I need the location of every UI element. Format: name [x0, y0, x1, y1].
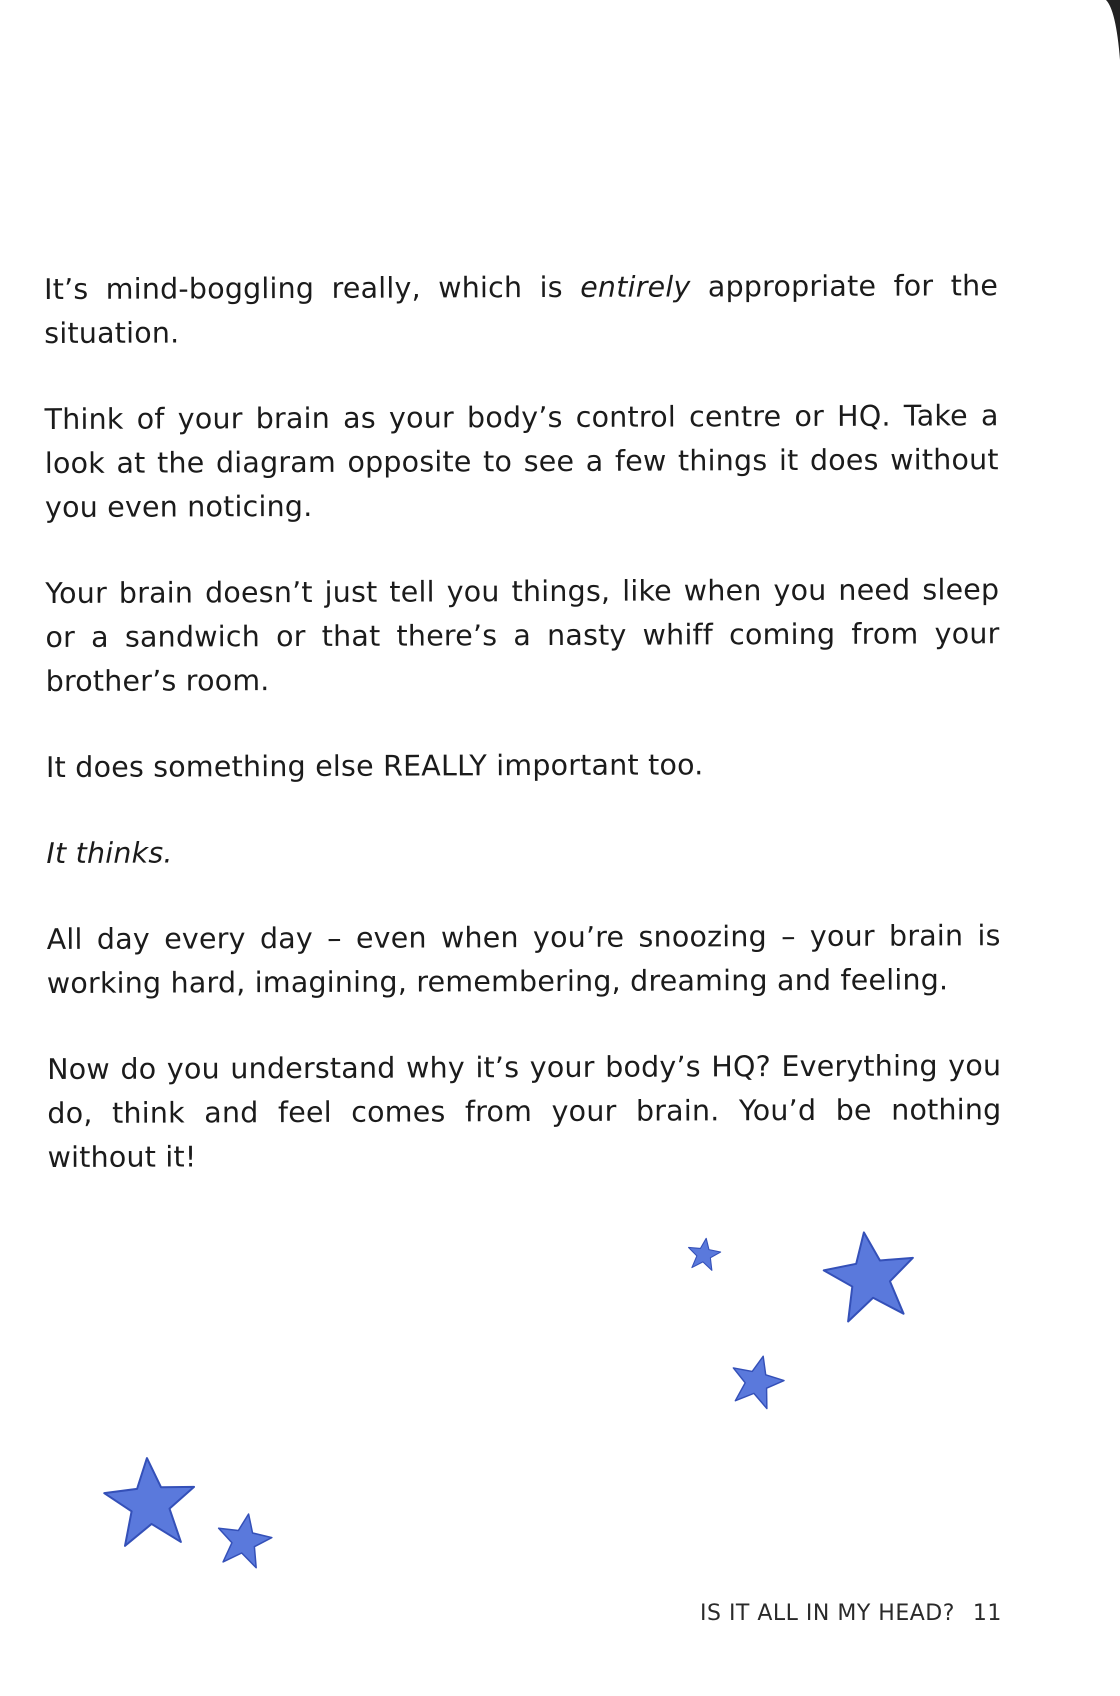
paragraph-2: Think of your brain as your body’s control centre or HQ. Take a look at the diagram opposite to see a few things it does without you even noticing. — [44, 399, 999, 524]
paragraph-1: It’s mind-boggling really, which is entirely appropriate for the situation. — [44, 269, 999, 350]
star-icon — [214, 1510, 274, 1570]
body-text — [44, 264, 1002, 1180]
paragraph-3: Your brain doesn’t just tell you things, like when you need sleep or a sandwich or that there’s a nasty whiff coming from your brother’s room. — [45, 573, 1000, 698]
star-icon — [100, 1452, 200, 1552]
star-icon — [728, 1352, 786, 1410]
paragraph-6: All day every day – even when you’re snoozing – your brain is working hard, imagining, remembering, dreaming and feeling. — [46, 919, 1001, 1000]
page-edge-shadow — [1106, 0, 1120, 1696]
paragraph-5 — [46, 828, 1000, 876]
star-icon — [686, 1236, 722, 1272]
paragraph-7: Now do you understand why it’s your body’s HQ? Everything you do, think and feel comes from your brain. You’d be nothing without it! — [47, 1049, 1002, 1174]
paragraph-4: It does something else REALLY important too. — [45, 748, 704, 784]
page-footer — [700, 1601, 1010, 1631]
emphasis-entirely: entirely — [580, 270, 691, 304]
page-number: 11 — [972, 1601, 1002, 1626]
star-icon — [820, 1226, 920, 1326]
running-title: IS IT ALL IN MY HEAD? — [700, 1601, 955, 1626]
emphasis-it-thinks: It thinks. — [46, 836, 173, 870]
